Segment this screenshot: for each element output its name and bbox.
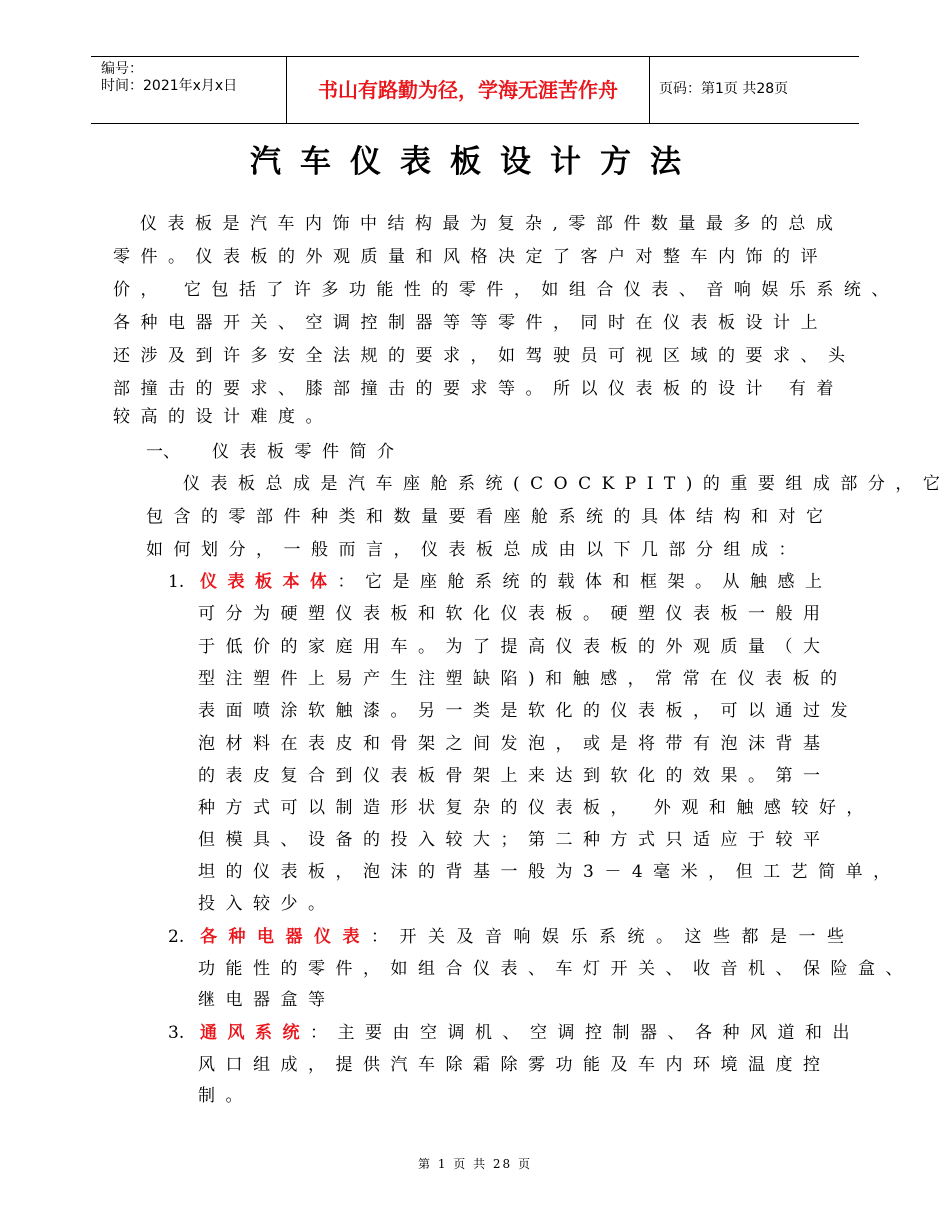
date-label: 时间：2021年x月x日 <box>101 78 238 94</box>
intro-line: 部撞击的要求、膝部撞击的要求等。所以仪表板的设计 有着 <box>113 379 844 399</box>
intro-line: 零件。仪表板的外观质量和风格决定了客户对整车内饰的评 <box>113 247 828 267</box>
item-line: 表面喷涂软触漆。另一类是软化的仪表板，可以通过发 <box>198 701 858 721</box>
list-item <box>168 1021 860 1045</box>
item-term: 通风系统 <box>200 1023 310 1043</box>
item-line: 制。 <box>198 1086 253 1106</box>
item-term: 各种电器仪表 <box>200 927 371 947</box>
serial-number-label: 编号： <box>101 61 143 77</box>
item-line: 功能性的零件，如组合仪表、车灯开关、收音机、保险盒、 <box>198 959 913 979</box>
item-line: 于低价的家庭用车。为了提高仪表板的外观质量（大 <box>198 637 831 657</box>
header-divider <box>649 57 650 123</box>
header-page-info: 页码：第1页 共28页 <box>659 81 789 97</box>
header-motto: 书山有路勤为径，学海无涯苦作舟 <box>318 78 618 102</box>
item-text: ：主要由空调机、空调控制器、各种风道和出 <box>310 1023 860 1043</box>
item-line: 继电器盒等 <box>198 990 336 1010</box>
section-line: 仪表板总成是汽车座舱系统(COCKPIT)的重要组成部分，它 <box>183 474 950 494</box>
item-line: 种方式可以制造形状复杂的仪表板， 外观和触感较好， <box>198 798 874 818</box>
item-line: 风口组成，提供汽车除霜除雾功能及车内环境温度控 <box>198 1055 831 1075</box>
item-line: 型注塑件上易产生注塑缺陷)和触感，常常在仪表板的 <box>198 669 848 689</box>
section-line: 包含的零部件种类和数量要看座舱系统的具体结构和对它 <box>146 507 834 527</box>
page-header <box>91 56 859 124</box>
item-number: 3. <box>168 1023 185 1043</box>
intro-line: 仪表板是汽车内饰中结构最为复杂,零部件数量最多的总成 <box>140 214 844 234</box>
item-term: 仪表板本体 <box>200 572 338 592</box>
intro-line: 还涉及到许多安全法规的要求，如驾驶员可视区域的要求、头 <box>113 346 856 366</box>
item-line: 可分为硬塑仪表板和软化仪表板。硬塑仪表板一般用 <box>198 604 831 624</box>
list-item <box>168 570 833 594</box>
intro-line: 价， 它包括了许多功能性的零件，如组合仪表、音响娱乐系统、 <box>113 280 899 300</box>
section-heading: 仪表板零件简介 <box>212 442 405 462</box>
header-meta <box>101 61 281 95</box>
item-text: ：开关及音响娱乐系统。这些都是一些 <box>371 927 856 947</box>
item-line: 的表皮复合到仪表板骨架上来达到软化的效果。第一 <box>198 766 831 786</box>
intro-line: 较高的设计难度。 <box>113 407 333 427</box>
list-item <box>168 925 856 949</box>
section-line: 如何划分，一般而言，仪表板总成由以下几部分组成： <box>146 540 806 560</box>
intro-line: 各种电器开关、空调控制器等等零件，同时在仪表板设计上 <box>113 313 828 333</box>
page-footer: 第 1 页 共 28 页 <box>418 1157 532 1171</box>
item-line: 但模具、设备的投入较大；第二种方式只适应于较平 <box>198 830 831 850</box>
item-number: 2. <box>168 927 185 947</box>
section-number: 一、 <box>146 442 180 462</box>
document-title: 汽车仪表板设计方法 <box>250 144 700 180</box>
item-line: 坦的仪表板，泡沫的背基一般为3－4毫米，但工艺简单， <box>198 862 901 882</box>
item-number: 1. <box>168 572 185 592</box>
item-line: 投入较少。 <box>198 894 336 914</box>
item-text: ：它是座舱系统的载体和框架。从触感上 <box>337 572 833 592</box>
item-line: 泡材料在表皮和骨架之间发泡，或是将带有泡沫背基 <box>198 734 831 754</box>
